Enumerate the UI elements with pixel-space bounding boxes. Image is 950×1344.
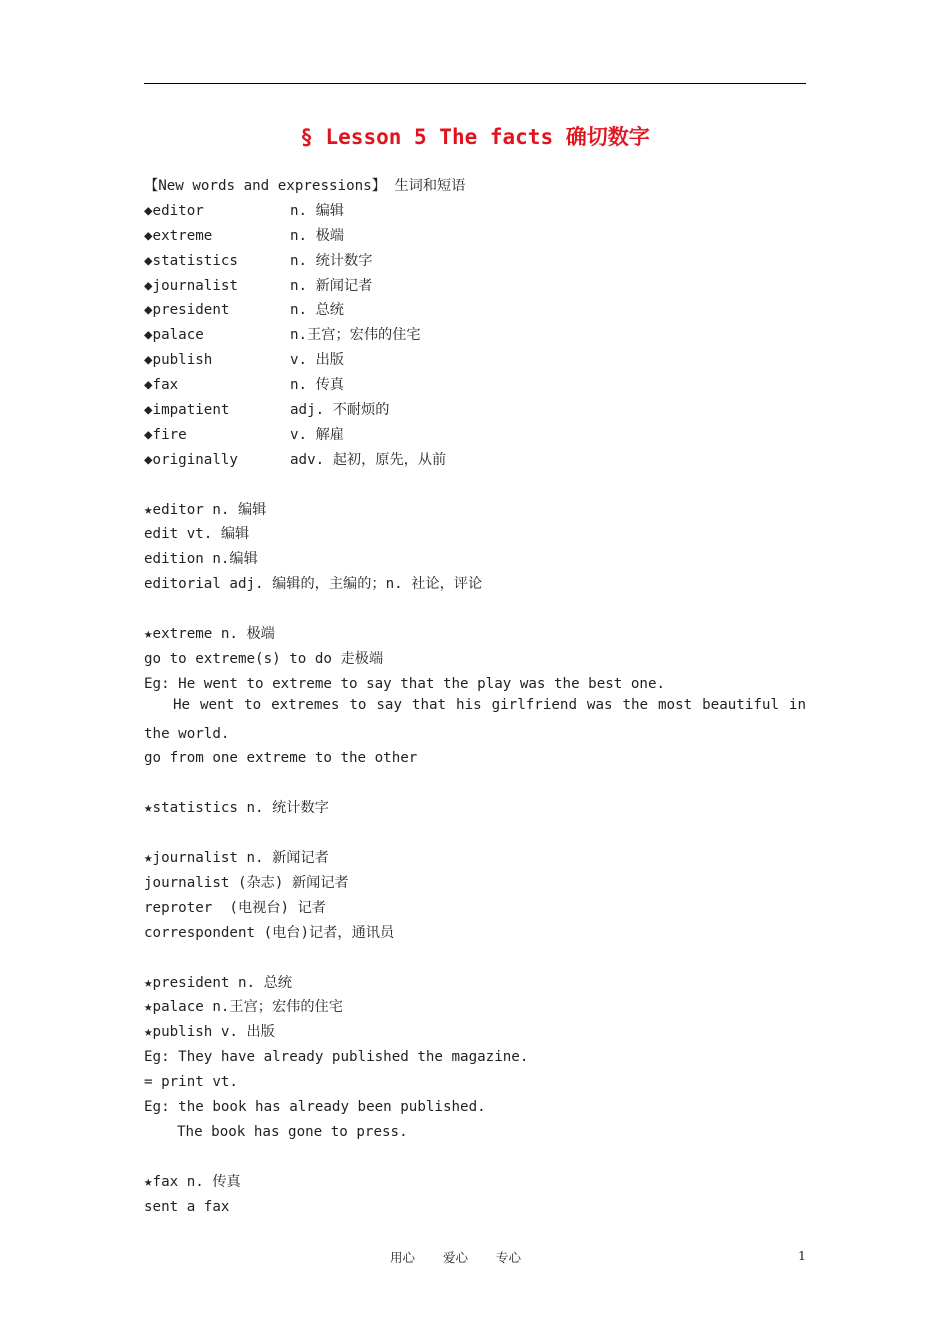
vocab-word: ◆president (144, 302, 230, 319)
vocab-item (144, 199, 806, 224)
vocab-meaning: n. 传真 (290, 377, 344, 394)
note-line: = print vt. (144, 1074, 238, 1091)
vocab-meaning: n. 统计数字 (290, 252, 373, 269)
example-line: Eg: They have already published the magazine. (144, 1049, 529, 1066)
vocab-item (144, 423, 806, 448)
example-line-continued: the world. (144, 725, 230, 742)
note-heading: ★journalist n. 新闻记者 (144, 850, 329, 867)
note-line: sent a fax (144, 1198, 230, 1215)
vocab-item (144, 249, 806, 274)
note-line: editorial adj. 编辑的，主编的；n. 社论，评论 (144, 576, 483, 593)
note-line: go from one extreme to the other (144, 750, 418, 767)
document-body (144, 174, 806, 1219)
vocab-item (144, 398, 806, 423)
note-extreme (144, 622, 806, 771)
note-line: go to extreme(s) to do 走极端 (144, 650, 384, 667)
motto-word: 爱心 (443, 1250, 469, 1265)
vocab-meaning: v. 出版 (290, 352, 344, 369)
vocab-word: ◆impatient (144, 402, 230, 419)
vocab-list (144, 199, 806, 473)
vocab-word: ◆fire (144, 426, 187, 443)
vocab-meaning: n. 总统 (290, 302, 344, 319)
lesson-title: § Lesson 5 The facts 确切数字 (300, 125, 650, 149)
note-statistics: ★statistics n. 统计数字 (144, 800, 329, 817)
vocab-word: ◆statistics (144, 252, 238, 269)
section-heading: 【New words and expressions】 生词和短语 (144, 178, 466, 194)
vocab-item (144, 323, 806, 348)
note-heading: ★president n. 总统 (144, 974, 292, 991)
note-heading: ★fax n. 传真 (144, 1173, 241, 1190)
vocab-item (144, 448, 806, 473)
vocab-meaning: v. 解雇 (290, 426, 344, 443)
vocab-item (144, 224, 806, 249)
vocab-word: ◆extreme (144, 227, 213, 244)
example-line: Eg: He went to extreme to say that the play was the best one. (144, 675, 666, 692)
header-rule (144, 83, 806, 84)
page-number: 1 (798, 1248, 806, 1263)
vocab-word: ◆journalist (144, 277, 238, 294)
note-heading: ★editor n. 编辑 (144, 501, 267, 518)
vocab-meaning: n.王宫；宏伟的住宅 (290, 327, 421, 344)
motto-word: 用心 (390, 1250, 416, 1265)
note-president-palace-publish (144, 971, 806, 1145)
note-heading: ★extreme n. 极端 (144, 626, 275, 643)
vocab-item (144, 298, 806, 323)
vocab-item (144, 274, 806, 299)
vocab-meaning: n. 新闻记者 (290, 277, 373, 294)
vocab-word: ◆originally (144, 451, 238, 468)
vocab-word: ◆palace (144, 327, 204, 344)
note-heading: ★publish v. 出版 (144, 1024, 275, 1041)
note-line: edit vt. 编辑 (144, 526, 250, 543)
note-line: journalist (杂志) 新闻记者 (144, 874, 349, 891)
footer-motto (390, 1248, 549, 1266)
example-line: He went to extremes to say that his girlfriend was the most beautiful in (173, 696, 806, 713)
note-journalist (144, 846, 806, 946)
note-fax (144, 1170, 806, 1220)
vocab-word: ◆publish (144, 352, 213, 369)
vocab-item (144, 373, 806, 398)
vocab-meaning: n. 编辑 (290, 202, 344, 219)
note-line: correspondent (电台)记者，通讯员 (144, 924, 395, 941)
vocab-meaning: adv. 起初，原先，从前 (290, 451, 447, 468)
note-editor (144, 498, 806, 598)
example-line: Eg: the book has already been published. (144, 1098, 486, 1115)
vocab-meaning: adj. 不耐烦的 (290, 402, 390, 419)
vocab-word: ◆fax (144, 377, 179, 394)
vocab-item (144, 348, 806, 373)
note-line: reproter (电视台) 记者 (144, 899, 326, 916)
note-heading: ★palace n.王宫；宏伟的住宅 (144, 999, 343, 1016)
vocab-word: ◆editor (144, 202, 204, 219)
note-line: edition n.编辑 (144, 551, 258, 568)
vocab-meaning: n. 极端 (290, 227, 344, 244)
page-footer (0, 1248, 950, 1268)
example-line: The book has gone to press. (177, 1123, 408, 1140)
motto-word: 专心 (496, 1250, 522, 1265)
